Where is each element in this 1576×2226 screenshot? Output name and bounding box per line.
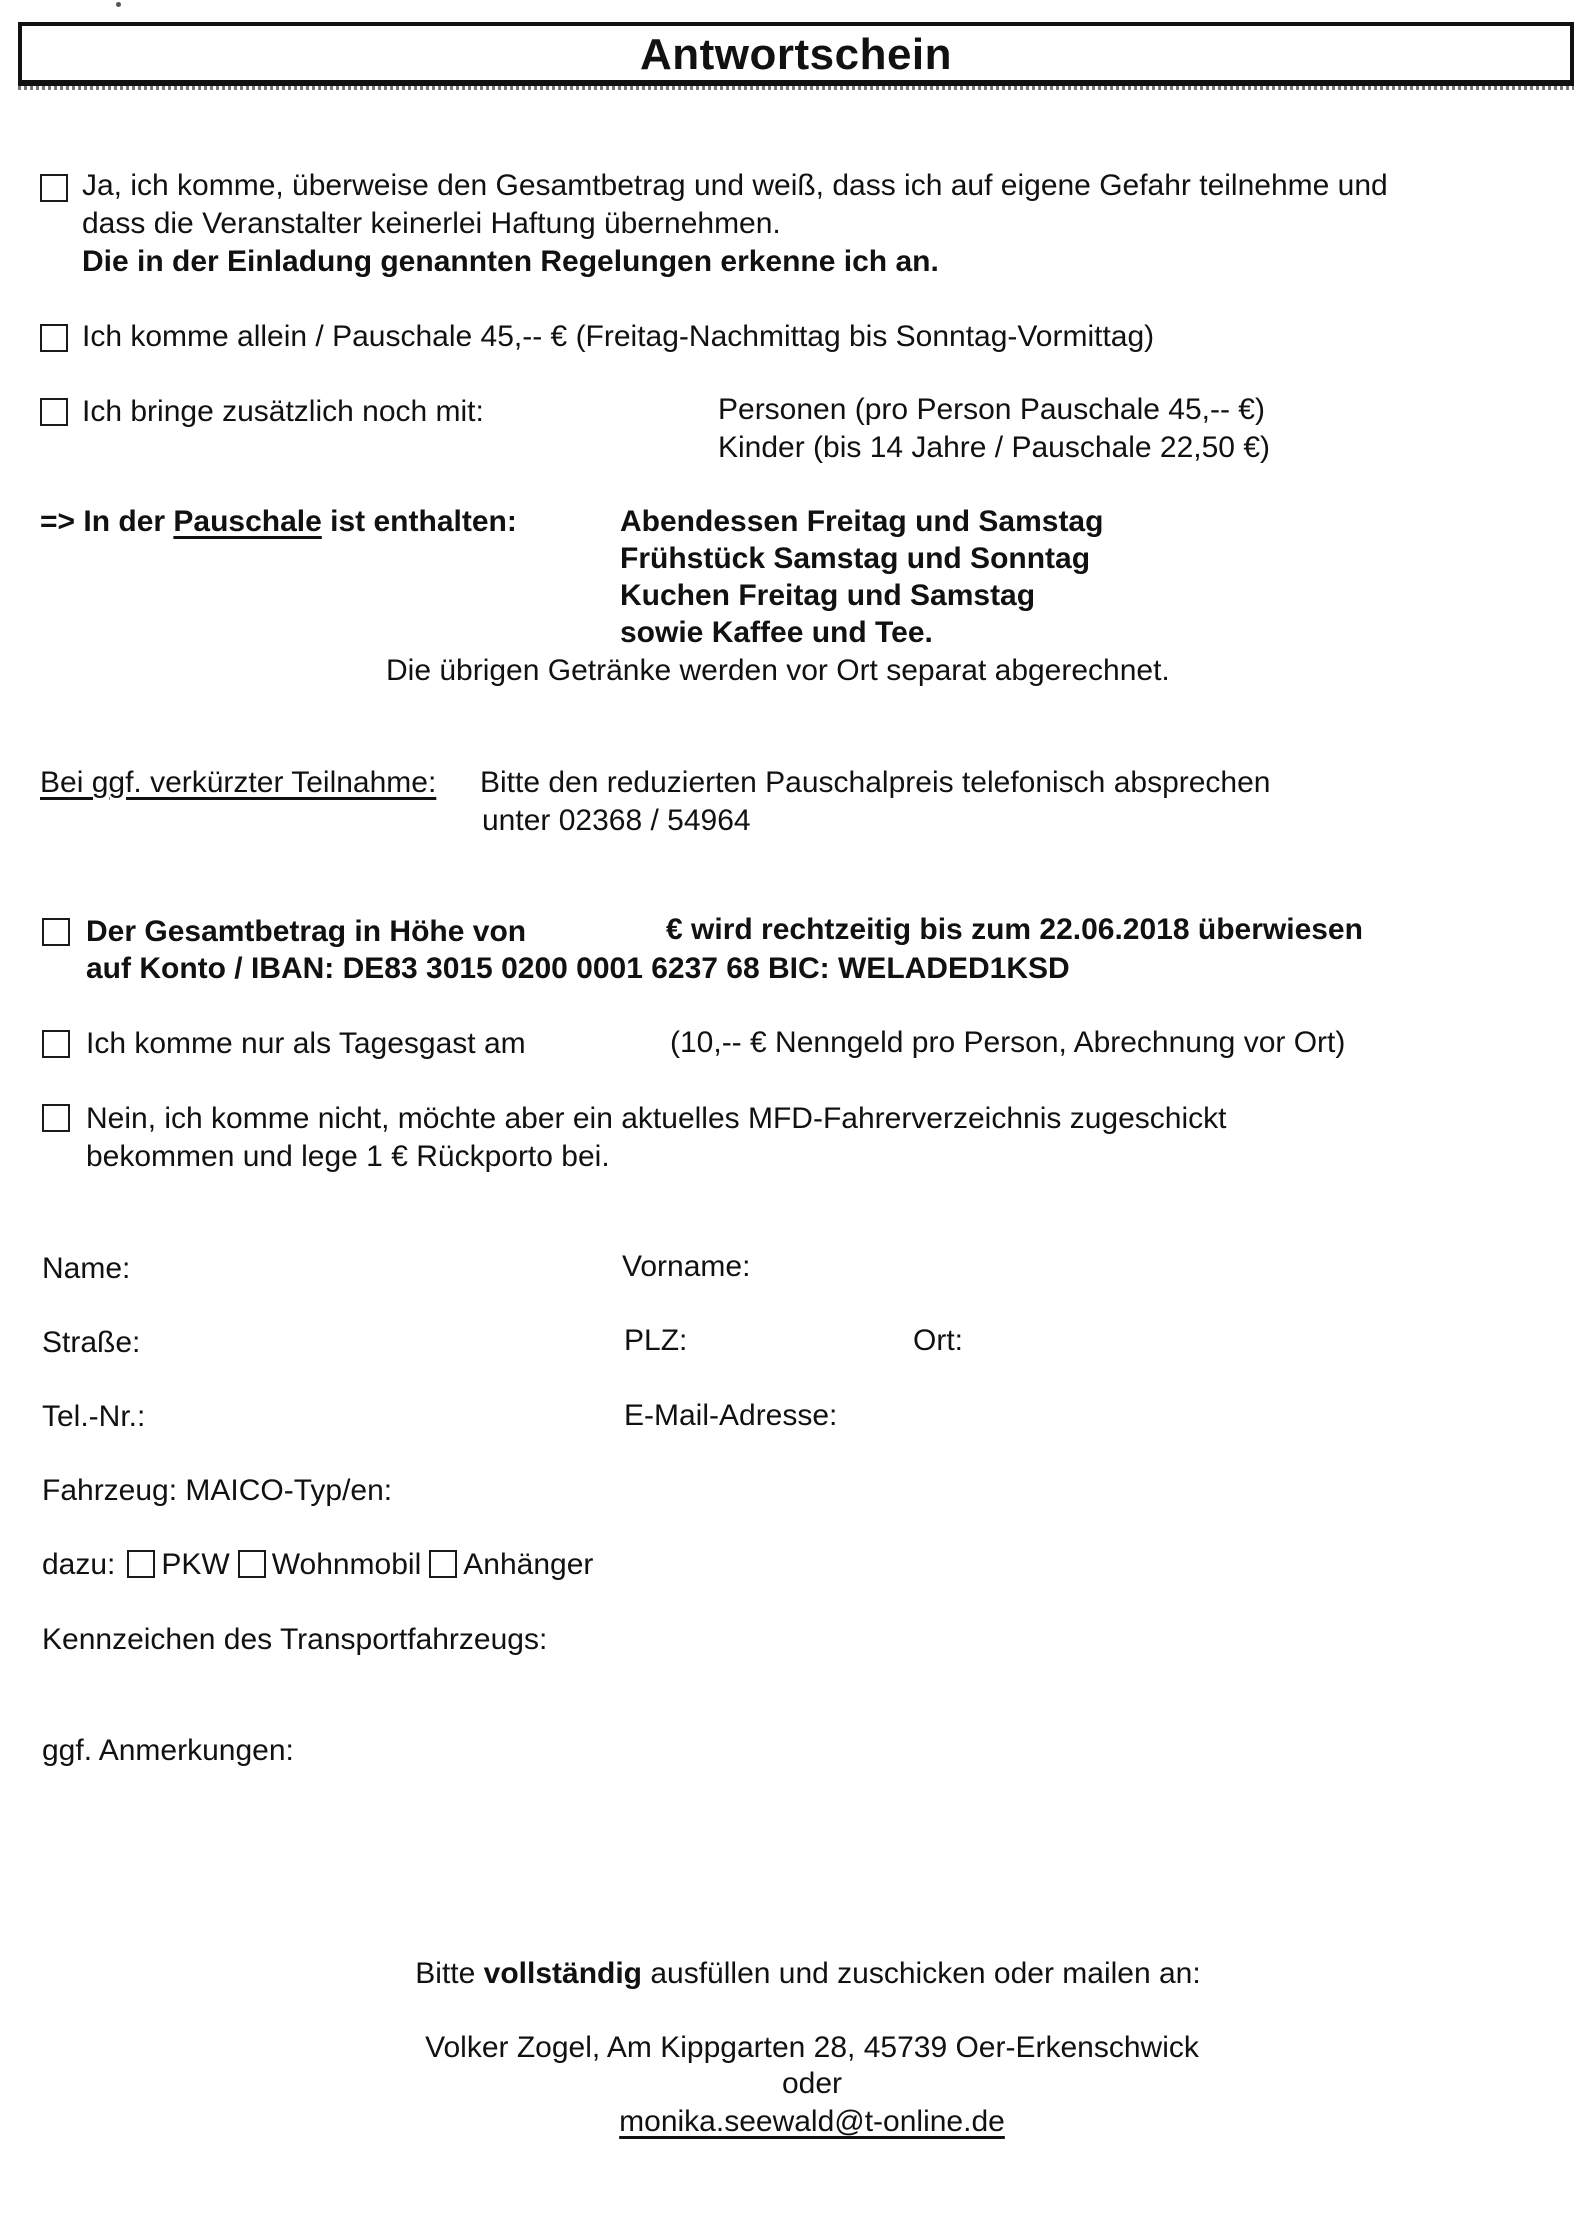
gesamtbetrag-konto: auf Konto / IBAN: DE83 3015 0200 0001 6237 68 BIC: WELADED1KSD bbox=[86, 952, 1070, 985]
field-vorname-label: Vorname: bbox=[622, 1250, 751, 1283]
footer-bitte-bold: vollständig bbox=[483, 1957, 643, 1990]
checkbox-nein[interactable] bbox=[42, 1104, 70, 1132]
mitbringen-personen: Personen (pro Person Pauschale 45,-- €) bbox=[718, 393, 1265, 426]
verkuerzt-text2: unter 02368 / 54964 bbox=[482, 804, 751, 837]
pauschale-item-1: Abendessen Freitag und Samstag bbox=[620, 505, 1104, 538]
field-tel-label: Tel.-Nr.: bbox=[42, 1400, 146, 1433]
pkw-label: PKW bbox=[161, 1548, 230, 1581]
ja-komme-line3: Die in der Einladung genannten Regelungen erkenne ich an. bbox=[82, 245, 939, 278]
verkuerzt-text1: Bitte den reduzierten Pauschalpreis telefonisch absprechen bbox=[480, 766, 1271, 799]
field-fahrzeug-label: Fahrzeug: MAICO-Typ/en: bbox=[42, 1474, 393, 1507]
pauschale-word: Pauschale bbox=[173, 505, 322, 538]
field-plz-label: PLZ: bbox=[624, 1324, 688, 1357]
pauschale-heading bbox=[40, 503, 517, 541]
dazu-label: dazu: bbox=[42, 1548, 116, 1581]
checkbox-ja-komme[interactable] bbox=[40, 174, 68, 202]
footer-email-link[interactable]: monika.seewald@t-online.de bbox=[619, 2105, 1005, 2138]
checkbox-mitbringen[interactable] bbox=[40, 398, 68, 426]
tagesgast-label: Ich komme nur als Tagesgast am bbox=[86, 1027, 526, 1060]
checkbox-pkw[interactable] bbox=[127, 1550, 155, 1578]
title-underline bbox=[18, 86, 1574, 90]
pauschale-suffix: ist enthalten: bbox=[321, 505, 517, 538]
ja-komme-line2: dass die Veranstalter keinerlei Haftung übernehmen. bbox=[82, 207, 781, 240]
allein-label: Ich komme allein / Pauschale 45,-- € (Freitag-Nachmittag bis Sonntag-Vormittag) bbox=[82, 320, 1155, 353]
pauschale-prefix: => In der bbox=[40, 505, 174, 538]
footer-bitte-post: ausfüllen und zuschicken oder mailen an: bbox=[642, 1957, 1201, 1990]
gesamtbetrag-part2: € wird rechtzeitig bis zum 22.06.2018 überwiesen bbox=[666, 913, 1363, 946]
verkuerzt-label: Bei ggf. verkürzter Teilnahme: bbox=[40, 766, 437, 799]
footer-address: Volker Zogel, Am Kippgarten 28, 45739 Oer-Erkenschwick bbox=[425, 2031, 1199, 2064]
wohnmobil-label: Wohnmobil bbox=[271, 1548, 422, 1581]
pauschale-item-2: Frühstück Samstag und Sonntag bbox=[620, 542, 1091, 575]
checkbox-anhaenger[interactable] bbox=[429, 1550, 457, 1578]
checkbox-tagesgast[interactable] bbox=[42, 1030, 70, 1058]
checkbox-gesamtbetrag[interactable] bbox=[42, 918, 70, 946]
pauschale-item-4: sowie Kaffee und Tee. bbox=[620, 616, 933, 649]
footer-instructions bbox=[0, 1955, 1576, 1993]
gesamtbetrag-part1: Der Gesamtbetrag in Höhe von bbox=[86, 915, 527, 948]
page-title: Antwortschein bbox=[639, 30, 953, 79]
dazu-row bbox=[42, 1546, 593, 1584]
checkbox-wohnmobil[interactable] bbox=[238, 1550, 266, 1578]
footer-email-wrap bbox=[0, 2103, 1576, 2141]
mitbringen-label: Ich bringe zusätzlich noch mit: bbox=[82, 395, 484, 428]
mitbringen-kinder: Kinder (bis 14 Jahre / Pauschale 22,50 €) bbox=[718, 431, 1270, 464]
nein-line2: bekommen und lege 1 € Rückporto bei. bbox=[86, 1140, 610, 1173]
field-kennzeichen-label: Kennzeichen des Transportfahrzeugs: bbox=[42, 1623, 548, 1656]
pauschale-item-3: Kuchen Freitag und Samstag bbox=[620, 579, 1036, 612]
footer-oder: oder bbox=[781, 2067, 843, 2100]
ja-komme-line1: Ja, ich komme, überweise den Gesamtbetrag und weiß, dass ich auf eigene Gefahr teilnehme und bbox=[82, 169, 1388, 202]
nein-line1: Nein, ich komme nicht, möchte aber ein aktuelles MFD-Fahrerverzeichnis zugeschickt bbox=[86, 1102, 1227, 1135]
checkbox-allein[interactable] bbox=[40, 324, 68, 352]
field-email-label: E-Mail-Adresse: bbox=[624, 1399, 838, 1432]
field-name-label: Name: bbox=[42, 1252, 131, 1285]
tagesgast-info: (10,-- € Nenngeld pro Person, Abrechnung vor Ort) bbox=[670, 1026, 1346, 1059]
field-strasse-label: Straße: bbox=[42, 1326, 141, 1359]
field-anmerkungen-label: ggf. Anmerkungen: bbox=[42, 1734, 294, 1767]
pauschale-note: Die übrigen Getränke werden vor Ort separat abgerechnet. bbox=[386, 654, 1170, 687]
footer-bitte-pre: Bitte bbox=[415, 1957, 484, 1990]
field-ort-label: Ort: bbox=[913, 1324, 963, 1357]
title-box bbox=[18, 22, 1574, 86]
anhaenger-label: Anhänger bbox=[463, 1548, 594, 1581]
scan-speck bbox=[116, 2, 121, 7]
